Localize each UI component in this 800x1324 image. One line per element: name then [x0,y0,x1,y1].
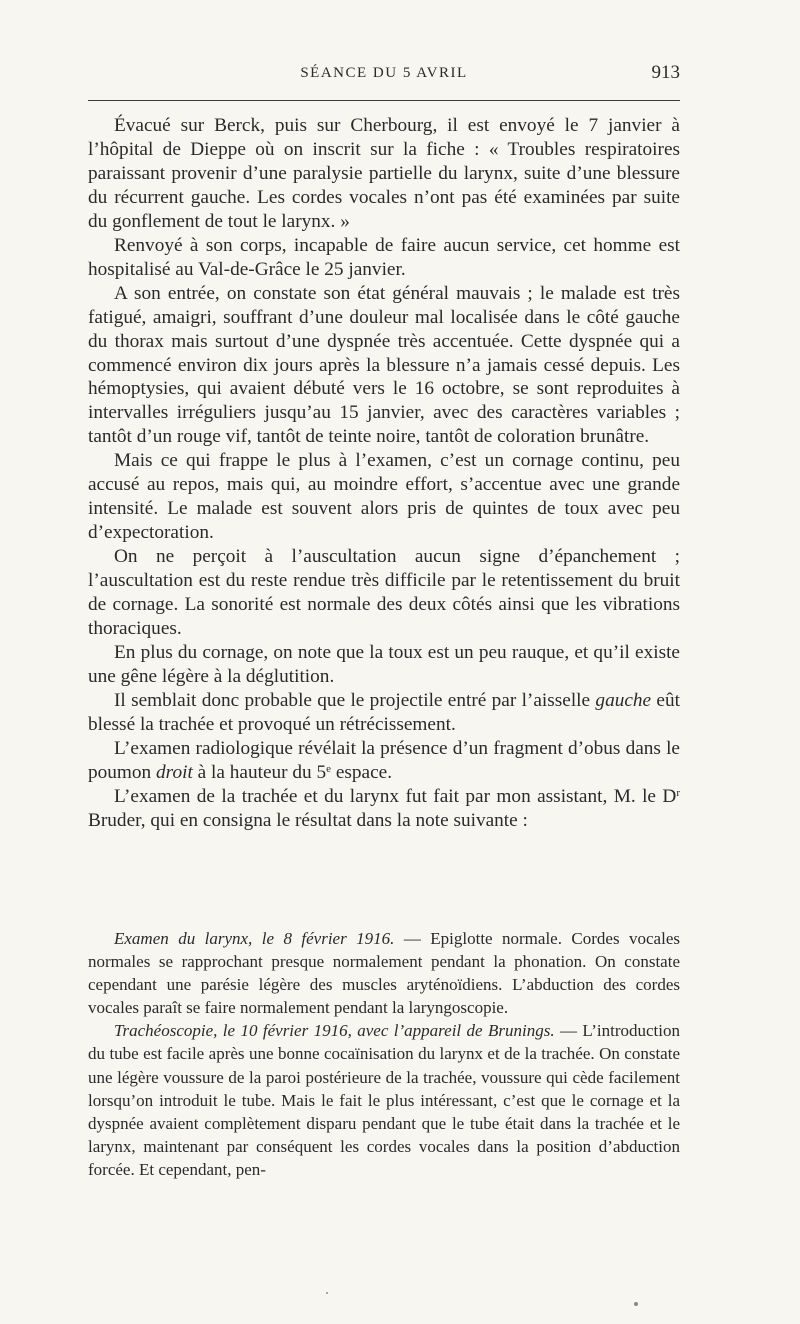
text-run: à la hauteur du 5 [192,761,327,783]
running-header [88,62,680,88]
paragraph-hospitalisation: Renvoyé à son corps, incapable de faire aucun service, cet homme est hospitalisé au Val-de-Grâce le 25 janvier. [88,234,680,280]
note-tracheoscopie [88,1019,680,1181]
note-block [88,927,680,1181]
paragraph-projectile [88,689,680,737]
paragraph-auscultation: On ne perçoit à l’auscultation aucun signe d’épanchement ; l’auscultation est du reste rendue très difficile par le retentissement du bruit de cornage. La sonorité est normale des deux côtés ainsi que les vibrations thoraciques. [88,546,680,640]
note-text: — L’introduction du tube est facile après une bonne cocaïnisation du larynx et de la trachée. On constate une légère voussure de la paroi postérieure de la trachée, voussure qui cède facilement lorsqu’on introduit le tube. Mais le fait le plus intéressant, c’est que le cornage et la dyspnée avaient complètement disparu pendant que le tube était dans la trachée et le larynx, maintenant par conséquent les cordes vocales dans la position d’abduction forcée. Et cependant, pen- [88,1021,680,1179]
paragraph-evacuation: Évacué sur Berck, puis sur Cherbourg, il est envoyé le 7 janvier à l’hôpital de Dieppe où on inscrit sur la fiche : « Troubles respiratoires paraissant provenir d’une paralysie partielle du larynx, suite d’une blessure du récurrent gauche. Les cordes vocales n’ont pas été examinées par suite du gonflement de tout le larynx. » [88,115,680,232]
italic-word: droit [156,761,193,783]
paper-speck [634,1302,638,1306]
header-rule [88,100,680,101]
text-run: Il semblait donc probable que le projectile entré par l’aisselle [114,689,596,711]
running-title: SÉANCE DU 5 AVRIL [300,65,468,81]
note-laryngoscopie [88,927,680,1019]
text-run: L’examen de la trachée et du larynx fut fait par mon assistant, M. le D [114,785,677,807]
note-text: — Epiglotte normale. Cordes vocales normales se rapprochant presque normalement pendant la phonation. On constate cependant une parésie légère des muscles aryténoïdiens. L’abduction des cordes vocales paraît se faire normalement pendant la laryngoscopie. [88,929,680,1018]
main-text [88,114,680,833]
note-heading: Trachéoscopie, le 10 février 1916, avec l’appareil de Brunings. [114,1021,555,1041]
paragraph-admission-state: A son entrée, on constate son état général mauvais ; le malade est très fatigué, amaigri, souffrant d’une douleur mal localisée dans le côté gauche du thorax mais surtout d’une dyspnée très accentuée. Cette dyspnée qui a commencé environ dix jours après la blessure n’a jamais cessé depuis. Les hémoptysies, qui avaient débuté vers le 16 octobre, se sont reproduites à intervalles irréguliers jusqu’au 15 janvier, avec des caractères variables ; tantôt d’un rouge vif, tantôt de teinte noire, tantôt de coloration brunâtre. [88,282,680,448]
text-run: Bruder, qui en consigna le résultat dans la note suivante : [88,809,528,831]
paragraph-examen-assistant [88,785,680,833]
superscript: r [676,786,680,799]
paragraph-toux: En plus du cornage, on note que la toux est un peu rauque, et qu’il existe une gêne légère à la déglutition. [88,641,680,687]
page-number: 913 [651,62,680,83]
superscript: e [326,762,332,775]
italic-word: gauche [595,689,652,711]
note-heading: Examen du larynx, le 8 février 1916. [114,929,395,948]
paragraph-cornage: Mais ce qui frappe le plus à l’examen, c’est un cornage continu, peu accusé au repos, mais qui, au moindre effort, s’accentue avec une grande intensité. Le malade est souvent alors pris de quintes de toux avec peu d’expectoration. [88,450,680,544]
paper-speck [326,1292,328,1294]
text-run: eût blessé la trachée et provoqué un rétrécissement. [88,689,680,735]
text-run: L’examen radiologique révélait la présence d’un fragment d’obus dans le poumon [88,737,680,783]
text-run: espace. [331,761,393,783]
paragraph-radiologie [88,737,680,785]
